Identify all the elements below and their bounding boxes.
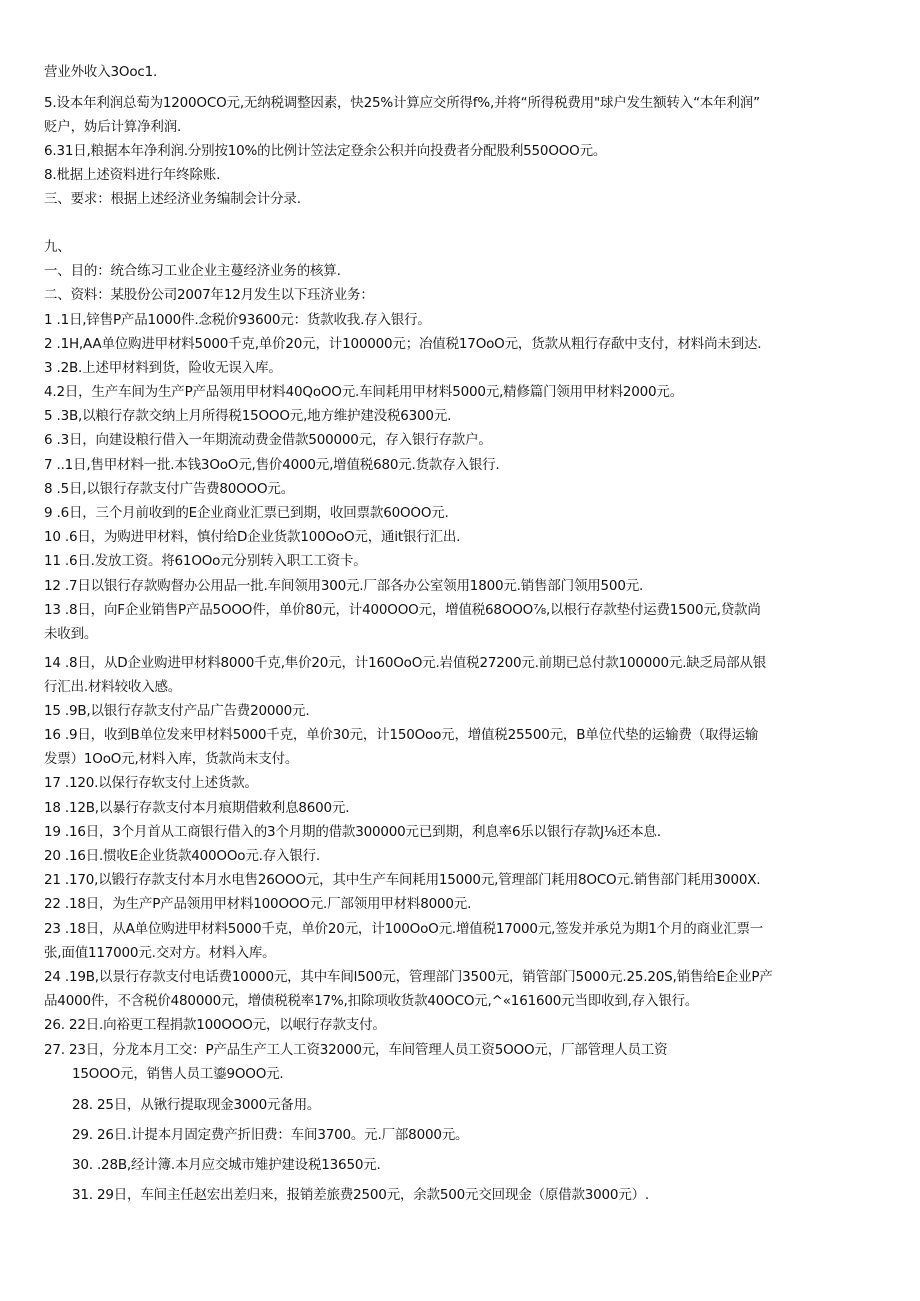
list-item: 18 .12B,以暴行存款支付本月痕期借敕利息8600元. xyxy=(44,800,350,816)
list-item: 19 .16日，3个月首从工商银行借入的3个月期的借款300000元已到期，利息率6乐以银行存款J⅛还本息. xyxy=(44,824,661,840)
list-item: 28. 25日，从锹行提取现金3000元备用。 xyxy=(72,1097,321,1113)
list-item: 9 .6日，三个月前收到的E企业商业汇票已到期，收回票款60OOO元. xyxy=(44,505,449,521)
list-item: 26. 22日.向裕更工程捐款100OOO元，以岷行存款支付。 xyxy=(44,1017,386,1033)
section-heading: 二、资料：某股份公司2007年12月发生以下珏济业务： xyxy=(44,287,374,303)
list-item: 2 .1H,AA单位购进甲材料5000千克,单价20元，计100000元；冶值税17OoO元，货款从粗行存歃中支付，材料尚未到达. xyxy=(44,336,762,352)
list-item: 8 .5日,以银行存款支付广告费80OOO元。 xyxy=(44,481,295,497)
section-number: 九、 xyxy=(44,239,71,255)
list-item: 11 .6日.发放工资。将61OOo元分别转入职工工资卡。 xyxy=(44,553,367,569)
list-item: 3 .2B.上述甲材料到货，险收无误入库。 xyxy=(44,360,282,376)
text-line: 5.设本年利润总萄为1200OCO元,无纳税调整因素，快25%计算应交所得f%,并将“所得税费用"球户发生额转入“本年利润” xyxy=(44,95,760,111)
list-item-continuation: 品4000件，不含税价480000元，增债税税率17%,扣除项收货款40OCO元,^«161600元当即收到,存入银行。 xyxy=(44,993,699,1009)
list-item: 30. .28B,经计簿.本月应交城市雉护建设税13650元. xyxy=(72,1157,381,1173)
list-item: 4.2日，生产车间为生产P产品领用甲材料40QoOO元.车间耗用甲材料5000元,精修篇门领用甲材料2000元。 xyxy=(44,384,684,400)
list-item: 6 .3日，向建设粮行借入一年期流动费金借款500000元，存入银行存款户。 xyxy=(44,432,492,448)
list-item-continuation: 行汇出.材料较收入感。 xyxy=(44,679,182,695)
list-item: 16 .9日，收到B单位发来甲材料5000千克，单价30元，计150Ooo元，增值税25500元，B单位代垫的运输费（取得运输 xyxy=(44,727,759,743)
section-heading: 一、目的：统合练习工业企业主蔓经济业务的核算. xyxy=(44,263,341,279)
list-item: 12 .7日以银行存款购督办公用品一批.车间领用300元.厂部各办公室领用1800元.销售部门领用500元. xyxy=(44,578,644,594)
list-item: 27. 23日，分龙本月工交：P产品生产工人工资32000元，车间管理人员工资5OOO元，厂部管理人员工资 xyxy=(44,1042,668,1058)
list-item-continuation: 15OOO元，销售人员工鎏9OOO元. xyxy=(72,1066,284,1082)
list-item: 13 .8日，向F企业销售P产品5OOO件，单价80元，计400OOO元，增值税68OOO⅞,以根行存款垫付运费1500元,贷款尚 xyxy=(44,602,761,618)
list-item: 22 .18日，为生产P产品领用甲材料100OOO元.厂部领用甲材料8000元. xyxy=(44,896,472,912)
list-item: 15 .9B,以银行存款支付产品广告费20000元. xyxy=(44,703,310,719)
list-item: 20 .16日.惯收E企业货款400OOo元.存入银行. xyxy=(44,848,321,864)
list-item-continuation: 发票）1OoO元,材料入库，货款尚末支付。 xyxy=(44,751,299,767)
text-line: 8.枇据上述资料进行年终除账. xyxy=(44,167,221,183)
list-item: 29. 26日.计提本月固定费产折旧费：车间3700。元.厂部8000元。 xyxy=(72,1127,469,1143)
section-heading: 三、要求：根据上述经济业务编制会计分录. xyxy=(44,191,301,207)
text-line: 6.31日,粮据本年净利润.分别按10%的比例计笠法定登余公积并向投费者分配股利550OOO元。 xyxy=(44,143,607,159)
list-item: 17 .120.以保行存软支付上述货款。 xyxy=(44,775,258,791)
text-line: 营业外收入3Ooc1. xyxy=(44,64,158,80)
list-item: 10 .6日，为购进甲材料，慎付给D企业货款100OoO元，通it银行汇出. xyxy=(44,529,461,545)
list-item: 5 .3B,以粮行存款交纳上月所得税15OOO元,地方维护建没税6300元. xyxy=(44,408,452,424)
list-item-continuation: 张,面值117000元.交对方。材料入库。 xyxy=(44,945,276,961)
list-item: 14 .8日，从D企业购进甲材料8000千克,隼价20元，计160OoO元.岩值税27200元.前期已总付款100000元.缺乏局部从银 xyxy=(44,655,767,671)
list-item: 21 .170,以锻行存款支付本月水电售26OOO元，其中生产车间耗用15000元,管理部门耗用8OCO元.销售部门耗用3000X. xyxy=(44,872,761,888)
list-item: 31. 29日，车间主任赵宏出差归来，报销差旅费2500元，余款500元交回现金（原借款3000元）. xyxy=(72,1187,650,1203)
list-item: 1 .1日,锌售P产品1000件.念税价93600元：货款收我.存入银行。 xyxy=(44,312,431,328)
list-item-continuation: 未收到。 xyxy=(44,626,98,642)
list-item: 7 ..1日,售甲材料一批.本钱3OoO元,售价4000元,增值税680元.货款存入银行. xyxy=(44,457,500,473)
text-line: 贬户，妫后计算净利润. xyxy=(44,119,182,135)
list-item: 23 .18日，从A单位购进甲材料5000千克，单价20元，计100OoO元.增值税17000元,签发并承兑为期1个月的商业汇票一 xyxy=(44,921,764,937)
list-item: 24 .19B,以景行存款支付电话费10000元，其中车间l500元，管理部门3500元，销管部门5000元.25.20S,销售给E企业P产 xyxy=(44,969,773,985)
